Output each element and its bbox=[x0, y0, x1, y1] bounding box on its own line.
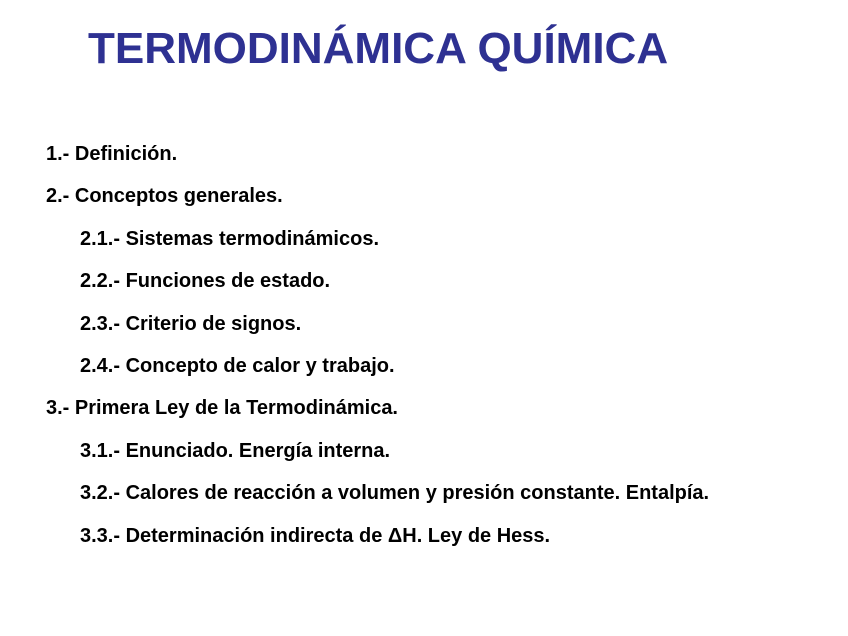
outline-item-2-4: 2.4.- Concepto de calor y trabajo. bbox=[80, 354, 395, 377]
outline-item-2: 2.- Conceptos generales. bbox=[46, 185, 283, 208]
outline-item-3-1: 3.1.- Enunciado. Energía interna. bbox=[80, 439, 391, 462]
outline-item-2-3: 2.3.- Criterio de signos. bbox=[80, 312, 302, 335]
slide-title: TERMODINÁMICA QUÍMICA bbox=[88, 24, 669, 73]
outline-item-3-2: 3.2.- Calores de reacción a volumen y presión constante. Entalpía. bbox=[80, 482, 710, 505]
outline-item-1: 1.- Definición. bbox=[46, 143, 178, 165]
outline-item-3-3: 3.3.- Determinación indirecta de ΔH. Ley de Hess. bbox=[80, 524, 551, 547]
outline-item-3: 3.- Primera Ley de la Termodinámica. bbox=[46, 397, 398, 420]
outline-list bbox=[46, 140, 709, 564]
outline-item-2-1: 2.1.- Sistemas termodinámicos. bbox=[80, 227, 380, 250]
outline-item-2-2: 2.2.- Funciones de estado. bbox=[80, 270, 331, 293]
